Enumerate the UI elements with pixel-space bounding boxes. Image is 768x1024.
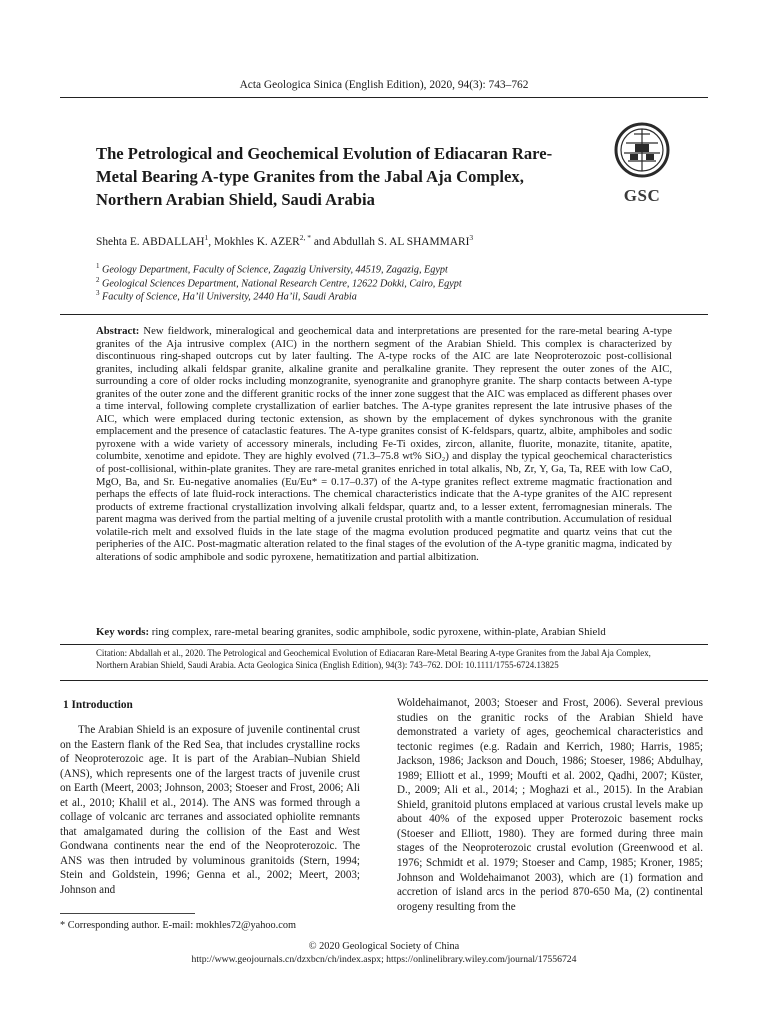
affiliation-sup: 1 [96,262,100,270]
paper-title: The Petrological and Geochemical Evolution of Ediacaran Rare-Metal Bearing A-type Granites from the Jabal Aja Complex, Northern Arabian Shield, Saudi Arabia [96,144,553,209]
intro-right-column: Woldehaimanot, 2003; Stoeser and Frost, 2006). Several previous studies on the granitic rocks of the Arabian Shield have demonstrated a variety of ages, geochemical characteristics and tectonic regimes (e.g. Radain and Kerrich, 1980; Harris, 1985; Jackson, 1986; Jackson and Douch, 1986; Stoeser, 1986; Abdulhay, 1989; Elliott et al., 1999; Moufti et al. 2002, Qadhi, 2007; Küster, D., 2009; Ali et al., 2014; ; Moghazi et al., 2015). In the Arabian Shield, granitoid plutons emplaced at various crustal levels make up about 40% of the exposed upper Proterozoic basement rocks (Stoeser and Elliott, 1980). They are formed during three main stages of the Neoproterozoic crustal evolution (Greenwood et al. 1976; Schmidt et al. 1979; Stoeser and Camp, 1985; Kroner, 1985; Johnson and Woldehaimanot 2003), which are (1) formation and accretion of island arcs in the period 870-650 Ma, (2) continental orogeny resulting from the [397,697,703,913]
keywords-text: ring complex, rare-metal bearing granites, sodic amphibole, sodic pyroxene, within-plate, Arabian Shield [151,626,606,638]
affiliation [96,262,696,275]
journal-header: Acta Geologica Sinica (English Edition), 2020, 94(3): 743–762 [239,79,529,91]
journal-urls: http://www.geojournals.cn/dzxbcn/ch/index.aspx; https://onlinelibrary.wiley.com/journal/17556724 [191,954,577,965]
header-rule [60,97,708,98]
intro-left-column: The Arabian Shield is an exposure of juvenile continental crust on the Eastern flank of the Red Sea, that includes crystalline rocks of Neoproterozoic age. It is part of the Arabian–Nubian Shield (ANS), which represents one of the largest tracts of juvenile crust on Earth (Meert, 2003; Johnson, 2003; Stoeser and Frost, 2006; Ali et al., 2010; Khalil et al., 2014). The ANS was formed through a collage of volcanic arc terranes and associated ophiolite remnants that amalgamated during the collision of the East and West Gondwana continents near the end of the Neoproterozoic. The ANS was then intruded by voluminous granitoids (Stern, 1994; Stein and Goldstein, 1996; Genna et al., 2002; Meert, 2003; Johnson and [60,724,360,897]
keywords [96,626,672,638]
citation-rule [60,680,708,681]
author-separator: and [310,235,333,248]
author-sup: 3 [469,233,474,242]
abstract-text: New fieldwork, mineralogical and geochemical data and interpretations are presented for the rare-metal bearing A-type granites of the Aja intrusive complex (AIC) in the northern segment of the Arabian Shield. This complex is characterized by discontinuous ring-shaped outcrops cut by later faulting. The A-type rocks of the AIC are late Neoproterozoic post-collisional granites, including alkali feldspar granite, alkaline granite and peralkaline granite. They represent the outer zones of the AIC, surrounding a core of older rocks including monzogranite, syenogranite and granophyre granite. The sharp contacts between A-type granites of the outer zone and the different granitic rocks of the inner zone suggest that the AIC was emplaced as different phases over a time interval, following complete crystallization of earlier batches. The A-type granites represent the late intrusive phases of the AIC, which were emplaced during tectonic extension, as shown by the emplacement of dykes synchronous with the granite emplacement and the presence of cataclastic features. The A-type granites consist of K-feldspars, quartz, albite, amphiboles and sodic pyroxene with a wide variety of accessory minerals, including Fe-Ti oxides, zircon, allanite, fluorite, monazite, titanite, apatite, columbite, xenotime and epidote. They are highly evolved (71.3–75.8 wt% SiO₂) and display the typical geochemical characteristics of post-collisional, within-plate granites. They are rare-metal granites enriched in total alkalis, Nb, Zr, Y, Ga, Ta, REE with low CaO, MgO, Ba, and Sr. Eu-negative anomalies (Eu/Eu* = 0.17–0.37) of the A-type granites reflect extreme magmatic fractionation and perhaps the effects of late fluid-rock interactions. The chemical characteristics indicate that the A-type granites of the AIC represent products of extreme fractional crystallization involving alkali feldspar, quartz and, to a lesser extent, ferromagnesian minerals. The parent magma was derived from the partial melting of a juvenile crustal protolith with a mantle contribution. Accumulation of residual volatile-rich melt and exsolved fluids in the late stage of the magma evolution produced pegmatite and quartz veins that cut the peripheries of the AIC. Post-magmatic alteration related to the final stages of the evolution of the A-type granitic magma, indicated by alterations of sodic amphibole and sodic pyroxene, hematitization and partial albitization. [96,325,673,563]
affiliation-sup: 2 [96,276,100,284]
affiliation [96,289,696,302]
author-name: Abdullah S. AL SHAMMARI [332,235,470,248]
copyright: © 2020 Geological Society of China [308,941,460,952]
author-name: Mokhles K. AZER [213,235,300,248]
footnote-rule [60,913,195,914]
abstract-top-rule [60,314,708,315]
affiliation [96,276,696,289]
citation: Citation: Abdallah et al., 2020. The Petrological and Geochemical Evolution of Ediacaran Rare-Metal Bearing A-type Granites from the Jabal Aja Complex, Northern Arabian Shield, Saudi Arabia. Acta Geologica Sinica (English Edition), 94(3): 743–762. DOI: 10.1111/1755-6724.13825 [96,648,651,670]
abstract [96,325,672,563]
affiliation-text: Geology Department, Faculty of Science, Zagazig University, 44519, Zagazig, Egypt [102,264,448,276]
author-sup: 2, * [299,233,311,242]
author-sup: 1 [204,233,209,242]
affiliation-sup: 3 [96,289,100,297]
author-list [96,233,696,248]
author-separator: , [208,235,214,248]
author-name: Shehta E. ABDALLAH [96,235,205,248]
affiliation-text: Geological Sciences Department, National Research Centre, 12622 Dokki, Cairo, Egypt [102,278,462,290]
affiliation-text: Faculty of Science, Ha’il University, 2440 Ha’il, Saudi Arabia [102,291,357,303]
keywords-label: Key words: [96,626,150,638]
gsc-logo-text: GSC [623,186,661,205]
section-heading: 1 Introduction [63,699,133,711]
abstract-label: Abstract: [96,325,140,337]
footnote: * Corresponding author. E-mail: mokhles72@yahoo.com [60,920,296,931]
keywords-rule [60,644,708,645]
